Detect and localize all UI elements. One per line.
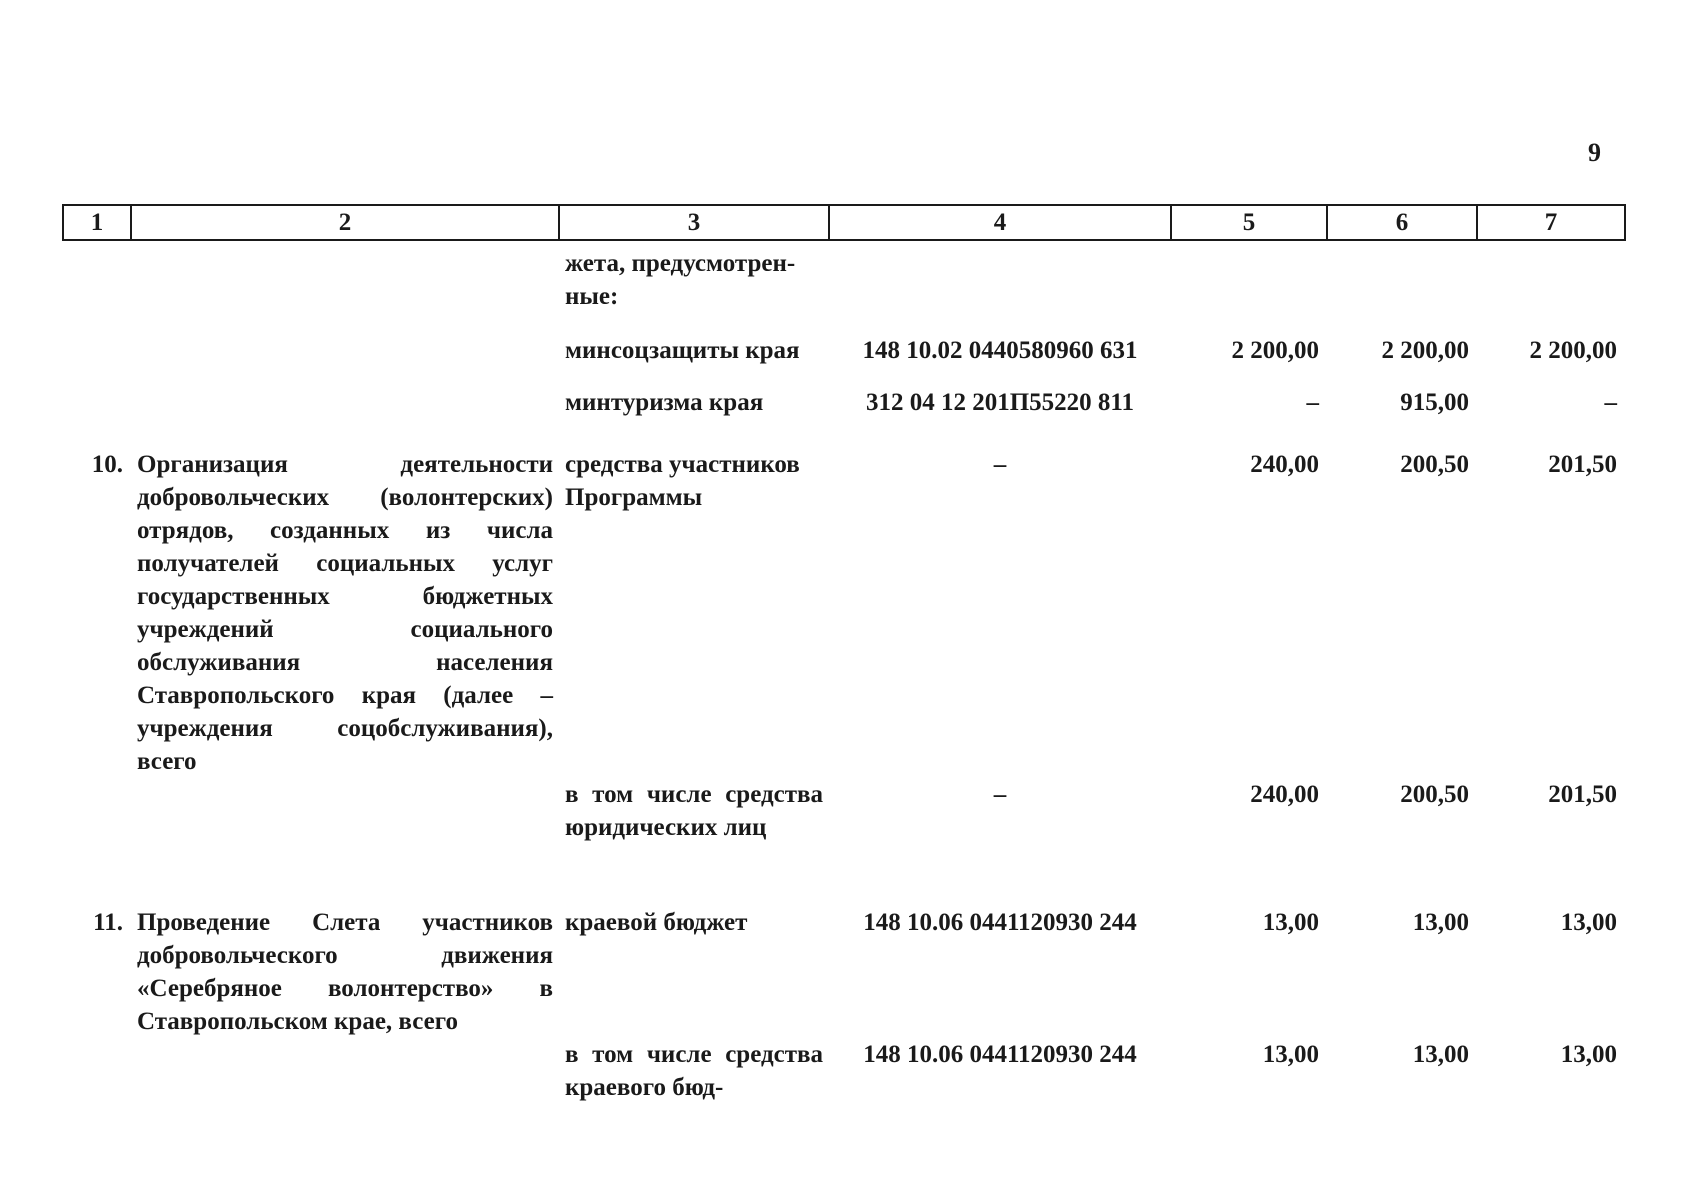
funding-source: средства участников Программы — [565, 451, 800, 511]
value-col-6: 13,00 — [1412, 909, 1469, 936]
funding-source: жета, предусмотрен- ные: — [565, 250, 796, 310]
funding-source: минсоцзащиты края — [565, 337, 800, 364]
budget-code: – — [993, 781, 1007, 808]
value-col-6: 2 200,00 — [1381, 337, 1469, 364]
row-number — [63, 778, 131, 906]
activity-name: Организация деятельности добровольческих (волонтерских) отрядов, созданных из числа получателей социальных услуг государственных бюджетных учреждений социального обслуживания населения Ставропольского края (далее – учреждения соцобслуживания), всего — [137, 451, 553, 775]
row-number: 11. — [93, 909, 123, 936]
row-number — [63, 378, 131, 442]
table-row — [63, 442, 1625, 778]
activity-name — [131, 778, 559, 906]
value-col-5: 2 200,00 — [1231, 337, 1319, 364]
row-number — [63, 322, 131, 378]
activity-name — [131, 378, 559, 442]
row-number — [63, 1038, 131, 1110]
value-col-7: 201,50 — [1548, 781, 1617, 808]
value-col-6 — [1327, 240, 1477, 322]
budget-code — [829, 240, 1171, 322]
activity-name — [131, 1038, 559, 1110]
value-col-5: 240,00 — [1250, 781, 1319, 808]
column-header-4: 4 — [829, 205, 1171, 240]
value-col-7: 13,00 — [1560, 1041, 1617, 1068]
value-col-7 — [1477, 240, 1625, 322]
budget-code: – — [993, 451, 1007, 478]
row-number — [63, 240, 131, 322]
value-col-7: 2 200,00 — [1529, 337, 1617, 364]
table-row — [63, 322, 1625, 378]
funding-source: в том числе средства краевого бюд- — [565, 1041, 823, 1101]
value-col-6: 915,00 — [1400, 389, 1469, 416]
activity-name: Проведение Слета участников добровольческого движения «Серебряное волонтерство» в Ставропольском крае, всего — [137, 909, 553, 1035]
table-row — [63, 240, 1625, 322]
table-row — [63, 778, 1625, 906]
activity-name — [131, 240, 559, 322]
funding-source: в том числе средства юридических лиц — [565, 781, 823, 841]
budget-code: 312 04 12 201П55220 811 — [865, 389, 1135, 416]
column-number-row — [63, 205, 1625, 240]
funding-table — [62, 204, 1626, 1110]
value-col-7: 201,50 — [1548, 451, 1617, 478]
table-row — [63, 378, 1625, 442]
column-header-5: 5 — [1171, 205, 1327, 240]
column-header-1: 1 — [63, 205, 131, 240]
column-header-3: 3 — [559, 205, 829, 240]
page-number: 9 — [1588, 138, 1601, 167]
row-number: 10. — [91, 451, 123, 478]
value-col-6: 200,50 — [1400, 451, 1469, 478]
value-col-7: 13,00 — [1560, 909, 1617, 936]
value-col-5: 13,00 — [1262, 909, 1319, 936]
funding-source: краевой бюджет — [565, 909, 748, 936]
budget-code: 148 10.06 0441120930 244 — [863, 909, 1137, 936]
value-col-6: 13,00 — [1412, 1041, 1469, 1068]
table-row — [63, 906, 1625, 1038]
value-col-5: 13,00 — [1262, 1041, 1319, 1068]
value-col-5: – — [1306, 389, 1319, 416]
value-col-7: – — [1604, 389, 1617, 416]
funding-source: минтуризма края — [565, 389, 764, 416]
value-col-5: 240,00 — [1250, 451, 1319, 478]
budget-code: 148 10.06 0441120930 244 — [863, 1041, 1137, 1068]
value-col-6: 200,50 — [1400, 781, 1469, 808]
value-col-5 — [1171, 240, 1327, 322]
activity-name — [131, 322, 559, 378]
table-row — [63, 1038, 1625, 1110]
column-header-2: 2 — [131, 205, 559, 240]
budget-code: 148 10.02 0440580960 631 — [862, 337, 1138, 364]
column-header-7: 7 — [1477, 205, 1625, 240]
column-header-6: 6 — [1327, 205, 1477, 240]
